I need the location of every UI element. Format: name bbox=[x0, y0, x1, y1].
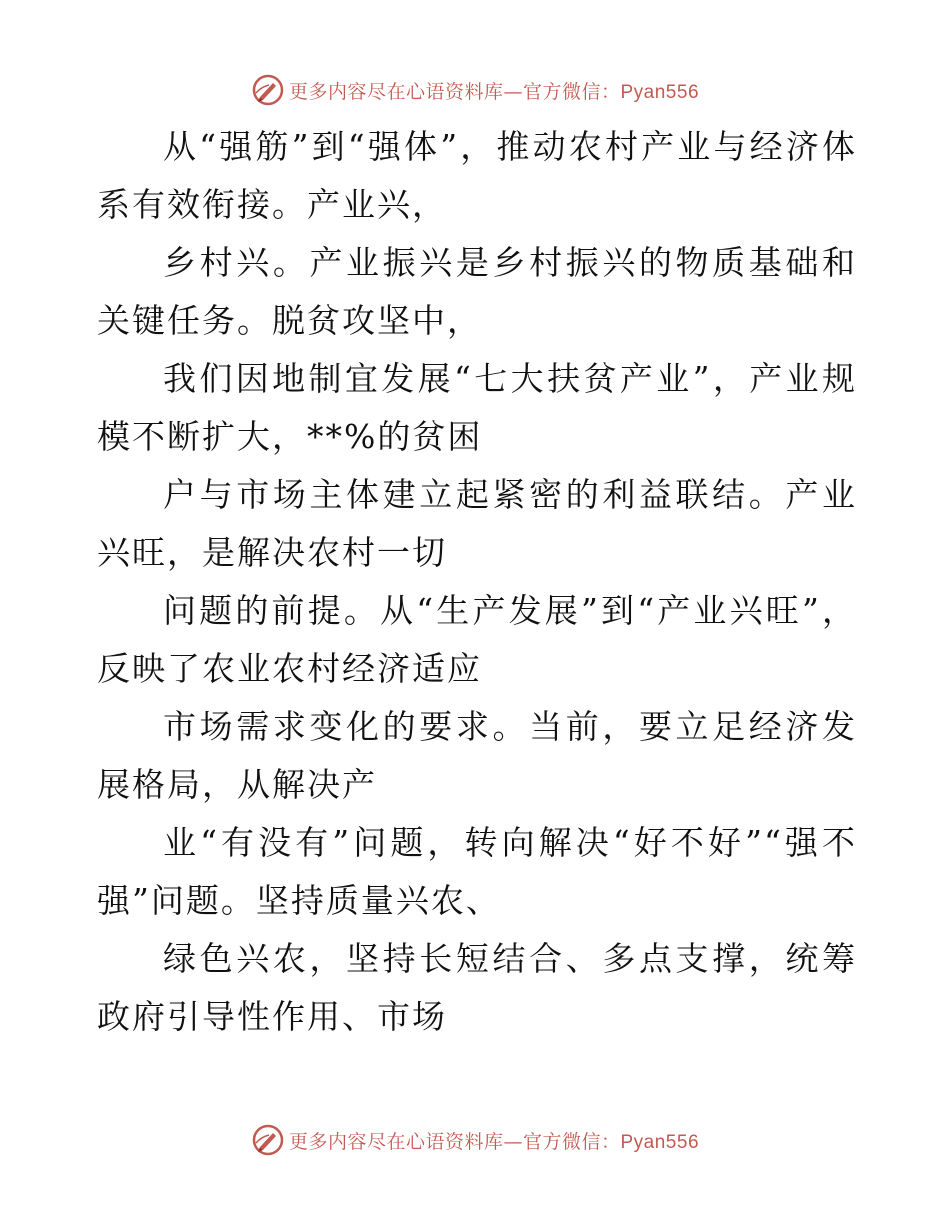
paragraph-5: 问题的前提。从“生产发展”到“产业兴旺”，反映了农业农村经济适应 bbox=[97, 591, 857, 688]
pen-logo-icon bbox=[251, 73, 285, 107]
footer-banner-text bbox=[289, 1127, 699, 1154]
paragraph-4: 户与市场主体建立起紧密的利益联结。产业兴旺，是解决农村一切 bbox=[97, 475, 857, 572]
paragraph-2: 乡村兴。产业振兴是乡村振兴的物质基础和关键任务。脱贫攻坚中， bbox=[97, 243, 857, 340]
header-banner-inner bbox=[251, 73, 699, 107]
paragraph-1: 从“强筋”到“强体”，推动农村产业与经济体系有效衔接。产业兴， bbox=[97, 127, 857, 224]
header-banner-wechat-id: Pyan556 bbox=[620, 81, 700, 103]
footer-banner bbox=[0, 1120, 950, 1160]
header-banner-dash: — bbox=[503, 80, 523, 103]
paragraph-3: 我们因地制宜发展“七大扶贫产业”，产业规模不断扩大，**%的贫困 bbox=[97, 359, 857, 456]
header-banner-wechat-label: 官方微信： bbox=[522, 80, 621, 103]
paragraph-8: 绿色兴农，坚持长短结合、多点支撑，统筹政府引导性作用、市场 bbox=[97, 939, 857, 1036]
header-banner bbox=[0, 70, 950, 110]
footer-banner-wechat-label: 官方微信： bbox=[522, 1130, 621, 1153]
header-banner-main: 更多内容尽在心语资料库 bbox=[288, 80, 504, 103]
paragraph-6: 市场需求变化的要求。当前，要立足经济发展格局，从解决产 bbox=[97, 707, 857, 804]
footer-banner-main: 更多内容尽在心语资料库 bbox=[288, 1130, 504, 1153]
pen-logo-icon bbox=[251, 1123, 285, 1157]
footer-banner-dash: — bbox=[503, 1130, 523, 1153]
paragraph-7: 业“有没有”问题，转向解决“好不好”“强不强”问题。坚持质量兴农、 bbox=[97, 823, 857, 920]
footer-banner-wechat-id: Pyan556 bbox=[620, 1131, 700, 1153]
document-body bbox=[97, 118, 857, 1046]
header-banner-text bbox=[289, 77, 699, 104]
footer-banner-inner bbox=[251, 1123, 699, 1157]
